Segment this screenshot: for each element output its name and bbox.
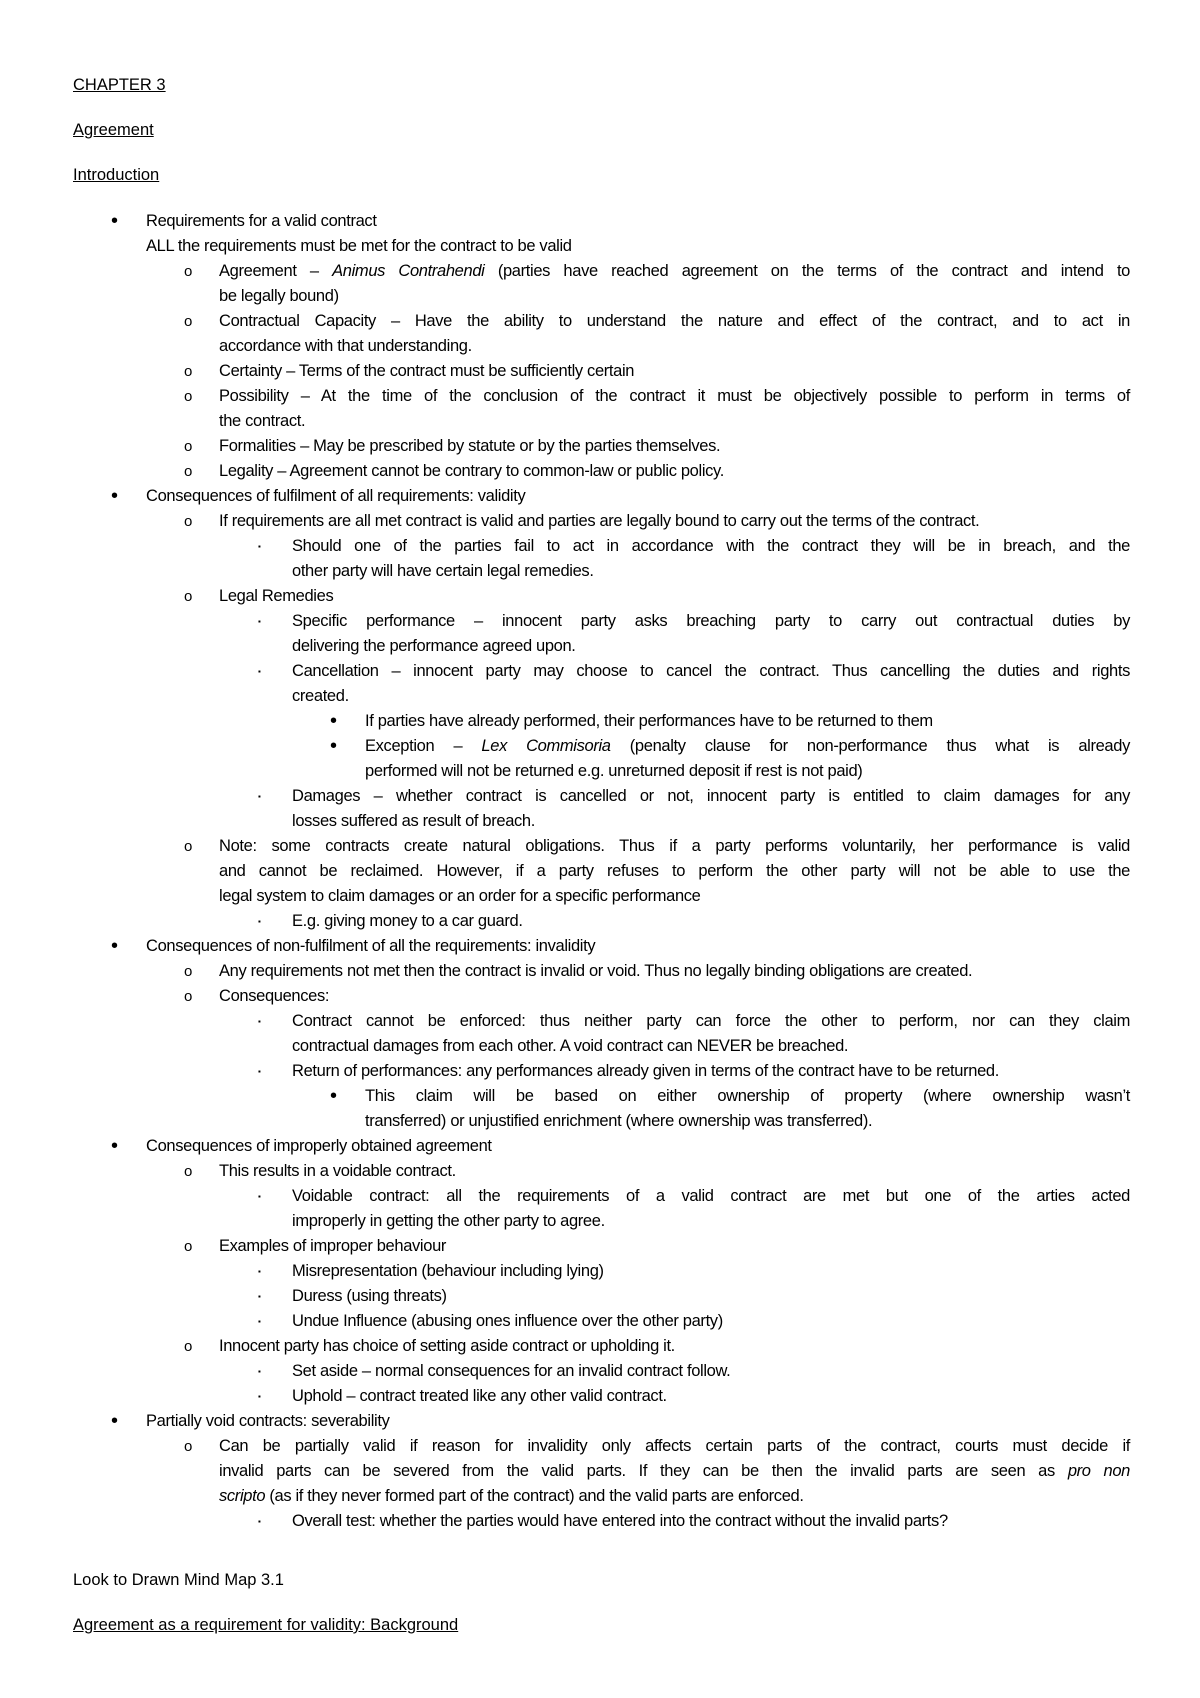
line-text: This claim will be based on either ownership of property (where ownership wasn’t xyxy=(365,1087,1130,1105)
list-marker: o xyxy=(184,1238,193,1255)
line-text: Specific performance – innocent party asks breaching party to carry out contractual duties by xyxy=(292,612,1130,630)
line-text: Consequences of improperly obtained agreement xyxy=(146,1137,492,1155)
line-text: Can be partially valid if reason for invalidity only affects certain parts of the contract, courts must decide if xyxy=(219,1437,1130,1455)
line-text: Innocent party has choice of setting aside contract or upholding it. xyxy=(219,1337,675,1355)
line-text: other party will have certain legal remedies. xyxy=(292,562,594,580)
list-item-line xyxy=(219,859,1130,884)
line-text: improperly in getting the other party to agree. xyxy=(292,1212,605,1230)
line-text: If requirements are all met contract is valid and parties are legally bound to carry out the terms of the contract. xyxy=(219,512,980,530)
line-text: Set aside – normal consequences for an invalid contract follow. xyxy=(292,1362,731,1380)
list-item-line xyxy=(146,234,572,259)
line-text: invalid parts can be severed from the valid parts. If they can be then the invalid parts are seen as xyxy=(219,1462,1068,1480)
list-marker: ▪ xyxy=(258,792,261,801)
line-text: Requirements for a valid contract xyxy=(146,212,377,230)
line-text: Cancellation – innocent party may choose to cancel the contract. Thus cancelling the duties and rights xyxy=(292,662,1130,680)
line-text: Undue Influence (abusing ones influence over the other party) xyxy=(292,1312,723,1330)
list-item-line xyxy=(219,584,333,609)
line-text: Consequences of non-fulfilment of all the requirements: invalidity xyxy=(146,937,596,955)
line-text: Contract cannot be enforced: thus neither party can force the other to perform, nor can they claim xyxy=(292,1012,1130,1030)
list-item-line xyxy=(146,1409,389,1434)
line-text: Uphold – contract treated like any other valid contract. xyxy=(292,1387,667,1405)
list-marker: ▪ xyxy=(258,617,261,626)
line-text: Contractual Capacity – Have the ability to understand the nature and effect of the contract, and to act in xyxy=(219,312,1130,330)
list-marker: ▪ xyxy=(258,1017,261,1026)
list-item-line xyxy=(292,534,1130,559)
line-text: legal system to claim damages or an order for a specific performance xyxy=(219,887,701,905)
list-item-line xyxy=(292,609,1130,634)
line-text: Exception – xyxy=(365,737,482,755)
list-item-line xyxy=(219,509,979,534)
line-text: be legally bound) xyxy=(219,287,339,305)
list-item-line xyxy=(292,634,576,659)
list-item-line xyxy=(292,1034,848,1059)
background-heading: Agreement as a requirement for validity: Background xyxy=(73,1616,459,1634)
italic-term: pro non xyxy=(1067,1462,1130,1480)
list-marker: ▪ xyxy=(258,1367,261,1376)
list-item-line xyxy=(292,1184,1130,1209)
line-text: Formalities – May be prescribed by statute or by the parties themselves. xyxy=(219,437,721,455)
list-marker: ▪ xyxy=(258,1317,261,1326)
list-item-line xyxy=(292,1284,447,1309)
list-marker: o xyxy=(184,1163,193,1180)
list-marker: ▪ xyxy=(258,1192,261,1201)
list-item-line xyxy=(219,359,634,384)
line-text: ALL the requirements must be met for the contract to be valid xyxy=(146,237,572,255)
list-marker: ▪ xyxy=(258,1067,261,1076)
list-item-line xyxy=(365,1084,1130,1109)
list-marker: ▪ xyxy=(258,542,261,551)
list-item-line xyxy=(219,259,1130,284)
list-item-line xyxy=(219,409,305,434)
list-marker: • xyxy=(111,935,119,957)
list-item-line xyxy=(292,1209,605,1234)
list-item-line xyxy=(219,434,720,459)
list-item-line xyxy=(365,709,933,734)
list-marker: o xyxy=(184,438,193,455)
line-text: the contract. xyxy=(219,412,306,430)
line-text: Return of performances: any performances already given in terms of the contract have to be returned. xyxy=(292,1062,999,1080)
list-item-line xyxy=(219,884,701,909)
list-item-line xyxy=(146,934,595,959)
list-item-line xyxy=(146,484,525,509)
list-marker: • xyxy=(111,485,119,507)
list-item-line xyxy=(219,309,1130,334)
list-item-line xyxy=(219,959,972,984)
line-text: (parties have reached agreement on the terms of the contract and intend to xyxy=(484,262,1131,280)
line-text: contractual damages from each other. A void contract can NEVER be breached. xyxy=(292,1037,849,1055)
list-item-line xyxy=(292,1009,1130,1034)
list-marker: ▪ xyxy=(258,917,261,926)
list-marker: o xyxy=(184,963,193,980)
line-text: Partially void contracts: severability xyxy=(146,1412,390,1430)
list-item-line xyxy=(219,1234,446,1259)
list-marker: o xyxy=(184,838,193,855)
list-item-line xyxy=(219,459,724,484)
line-text: Overall test: whether the parties would have entered into the contract without the invalid parts? xyxy=(292,1512,948,1530)
list-marker: • xyxy=(330,710,338,732)
list-marker: • xyxy=(330,735,338,757)
list-marker: ▪ xyxy=(258,667,261,676)
line-text: transferred) or unjustified enrichment (where ownership was transferred). xyxy=(365,1112,873,1130)
list-item-line xyxy=(146,209,377,234)
line-text: Agreement – xyxy=(219,262,333,280)
list-item-line xyxy=(219,384,1130,409)
list-marker: o xyxy=(184,363,193,380)
list-item-line xyxy=(292,1384,667,1409)
line-text: Consequences of fulfilment of all requirements: validity xyxy=(146,487,526,505)
list-marker: o xyxy=(184,263,193,280)
italic-term: scripto xyxy=(219,1487,266,1505)
line-text: Legality – Agreement cannot be contrary to common-law or public policy. xyxy=(219,462,724,480)
list-item-line xyxy=(292,1359,730,1384)
list-marker: • xyxy=(330,1085,338,1107)
line-text: accordance with that understanding. xyxy=(219,337,472,355)
italic-term: Animus Contrahendi xyxy=(332,262,485,280)
line-text: losses suffered as result of breach. xyxy=(292,812,535,830)
list-marker: • xyxy=(111,1135,119,1157)
line-text: Note: some contracts create natural obligations. Thus if a party performs voluntarily, her performance is valid xyxy=(219,837,1130,855)
line-text: Voidable contract: all the requirements of a valid contract are met but one of the arties acted xyxy=(292,1187,1130,1205)
italic-term: Lex Commisoria xyxy=(481,737,611,755)
line-text: (penalty clause for non-performance thus what is already xyxy=(610,737,1130,755)
list-item-line xyxy=(146,1134,492,1159)
list-item-line xyxy=(292,809,535,834)
list-item-line xyxy=(365,734,1130,759)
list-marker: o xyxy=(184,313,193,330)
line-text: Legal Remedies xyxy=(219,587,334,605)
list-item-line xyxy=(219,284,339,309)
line-text: Damages – whether contract is cancelled or not, innocent party is entitled to claim damages for any xyxy=(292,787,1130,805)
line-text: Certainty – Terms of the contract must be sufficiently certain xyxy=(219,362,635,380)
mind-map-note: Look to Drawn Mind Map 3.1 xyxy=(73,1571,284,1589)
list-item-line xyxy=(219,1459,1130,1484)
list-item-line xyxy=(292,784,1130,809)
line-text: This results in a voidable contract. xyxy=(219,1162,456,1180)
line-text: delivering the performance agreed upon. xyxy=(292,637,576,655)
line-text: Possibility – At the time of the conclusion of the contract it must be objectively possible to perform in terms of xyxy=(219,387,1130,405)
list-marker: • xyxy=(111,210,119,232)
list-item-line xyxy=(292,684,349,709)
list-item-line xyxy=(219,1159,456,1184)
list-marker: o xyxy=(184,1338,193,1355)
list-item-line xyxy=(292,1509,948,1534)
list-marker: o xyxy=(184,463,193,480)
list-item-line xyxy=(219,334,472,359)
line-text: If parties have already performed, their performances have to be returned to them xyxy=(365,712,933,730)
list-marker: o xyxy=(184,1438,193,1455)
list-marker: ▪ xyxy=(258,1517,261,1526)
list-marker: ▪ xyxy=(258,1292,261,1301)
list-marker: o xyxy=(184,988,193,1005)
line-text: Should one of the parties fail to act in accordance with the contract they will be in breach, and the xyxy=(292,537,1130,555)
list-marker: ▪ xyxy=(258,1267,261,1276)
list-marker: o xyxy=(184,513,193,530)
line-text: Consequences: xyxy=(219,987,330,1005)
line-text: Duress (using threats) xyxy=(292,1287,447,1305)
list-item-line xyxy=(292,1059,999,1084)
list-item-line xyxy=(292,1309,723,1334)
list-item-line xyxy=(219,834,1130,859)
line-text: Examples of improper behaviour xyxy=(219,1237,447,1255)
list-item-line xyxy=(219,1334,675,1359)
line-text: Misrepresentation (behaviour including lying) xyxy=(292,1262,604,1280)
list-marker: • xyxy=(111,1410,119,1432)
line-text: created. xyxy=(292,687,349,705)
list-item-line xyxy=(219,1434,1130,1459)
list-marker: ▪ xyxy=(258,1392,261,1401)
list-item-line xyxy=(292,659,1130,684)
list-item-line xyxy=(292,1259,604,1284)
line-text: Any requirements not met then the contract is invalid or void. Thus no legally binding obligations are created. xyxy=(219,962,973,980)
list-marker: o xyxy=(184,588,193,605)
line-text: (as if they never formed part of the contract) and the valid parts are enforced. xyxy=(265,1487,804,1505)
list-item-line xyxy=(365,1109,872,1134)
list-item-line xyxy=(219,1484,804,1509)
chapter-heading: CHAPTER 3 xyxy=(73,76,166,94)
agreement-heading: Agreement xyxy=(73,121,154,139)
list-item-line xyxy=(292,559,594,584)
line-text: E.g. giving money to a car guard. xyxy=(292,912,523,930)
line-text: performed will not be returned e.g. unreturned deposit if rest is not paid) xyxy=(365,762,863,780)
list-item-line xyxy=(219,984,329,1009)
list-item-line xyxy=(365,759,862,784)
introduction-heading: Introduction xyxy=(73,166,160,184)
line-text: and cannot be reclaimed. However, if a party refuses to perform the other party will not be able to use the xyxy=(219,862,1130,880)
list-item-line xyxy=(292,909,523,934)
list-marker: o xyxy=(184,388,193,405)
